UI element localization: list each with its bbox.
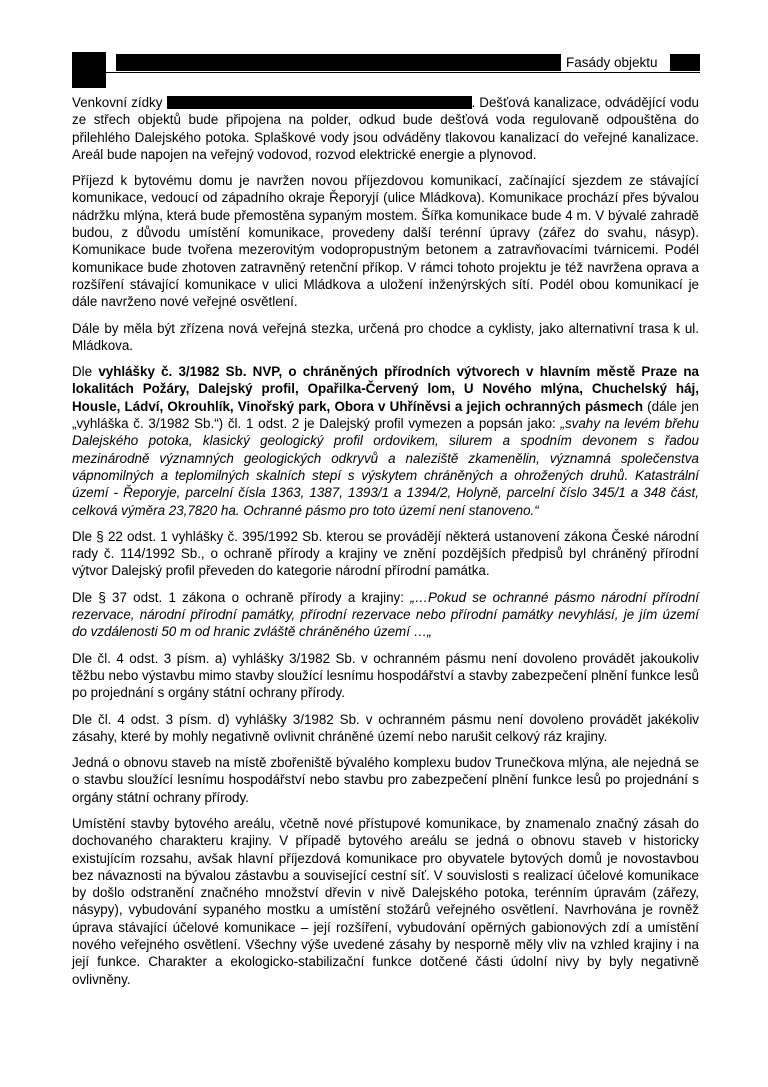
decree-text: (dále jen „vyhláška č. 3/1982 Sb.“) čl. 1 odst. 2 je Dalejský profil vymezen a popsán jako:	[72, 398, 699, 432]
paragraph-section-37	[72, 589, 699, 641]
paragraph-decree-1982	[72, 363, 699, 519]
paragraph-article-4a: Dle čl. 4 odst. 3 písm. a) vyhlášky 3/1982 Sb. v ochranném pásmu není dovoleno provádět jakoukoliv těžbu nebo výstavbu mimo stavby sloužící lesnímu hospodářství a stavby zabezpečení plnění funkce lesů po projednání s orgány státní ochrany přírody.	[72, 650, 699, 701]
paragraph-landscape-impact: Umístění stavby bytového areálu, včetně nové přístupové komunikace, by znamenalo značný zásah do dochovaného charakteru krajiny. V případě bytového areálu se jedná o obnovu staveb v historicky existujícím rozsahu, avšak hlavní příjezdová komunikace pro obyvatele bytových domů je novostavbou bez návaznosti na bývalou zástavbu a související cestní síť. V souvislosti s realizací účelové komunikace by došlo odstranění značného množství dřevin v nivě Dalejského potoka, terénním úpravám (zářezy, násypy), vybudování sypaného mostku a umístění stožárů veřejného osvětlení. Navrhována je rovněž úprava stávající účelové komunikace – její rozšíření, vybudování opěrných gabionových zdí a umístění nového veřejného osvětlení. Všechny výše uvedené zásahy by nesporně měly vliv na vzhled krajiny i na její funkce. Charakter a ekologicko-stabilizační funkce dotčené části údolní nivy by byly negativně ovlivněny.	[72, 815, 699, 987]
paragraph-path: Dále by měla být zřízena nová veřejná stezka, určená pro chodce a cyklisty, jako alternativní trasa k ul. Mládkova.	[72, 320, 699, 353]
header-rule	[72, 72, 700, 73]
inline-redaction	[167, 96, 472, 109]
paragraph-access-road: Příjezd k bytovému domu je navržen novou příjezdovou komunikací, začínající sjezdem ze stávající komunikace, vedoucí od západního okraje Řeporyjí (ulice Mládkova). Komunikace prochází přes bývalou nádržku mlýna, která bude přemostěna sypaným mostem. Šířka komunikace bude 4 m. V bývalé zahradě budou, z důvodu umístění komunikace, provedeny další terénní úpravy (zářez do svahu, násyp). Komunikace bude tvořena mezerovitým vodopropustným betonem a zatravňovacími tvárnicemi. Podél komunikace bude zhotoven zatravněný retenční příkop. V rámci tohoto projektu je též navržena oprava a rozšíření stávající komunikace v ulici Mládkova a uložení inženýrských sítí. Podél obou komunikací je dále navrženo nové veřejné osvětlení.	[72, 173, 699, 310]
paragraph-decree-1992: Dle § 22 odst. 1 vyhlášky č. 395/1992 Sb. kterou se provádějí některá ustanovení zákona České národní rady č. 114/1992 Sb., o ochraně přírody a krajiny ve znění pozdějších předpisů byl chráněný přírodní výtvor Dalejský profil převeden do kategorie národní přírodní památka.	[72, 528, 699, 579]
paragraph-drainage-lead: Venkovní zídky	[72, 95, 163, 110]
document-body	[72, 94, 699, 997]
paragraph-drainage	[72, 94, 699, 163]
section-37-lead: Dle § 37 odst. 1 zákona o ochraně přírody a krajiny:	[72, 589, 411, 605]
header-logo-redaction	[72, 52, 106, 88]
decree-quote: „svahy na levém břehu Dalejského potoka, klasický geologický profil ordovikem, silurem a spodním devonem s řadou mezinárodně významných geologických odkryvů a naleziště zkamenělin, významná společenstva vápnomilných a teplomilných skalních stepí s výskytem chráněných a ohrožených druhů. Katastrální území - Řeporyje, parcelní čísla 1363, 1387, 1393/1 a 1394/2, Holyně, parcelní číslo 345/1 a 348 část, celková výměra 23,7820 ha. Ochranné pásmo pro toto území není stanoveno.“	[72, 416, 699, 518]
header-end-redaction	[670, 54, 700, 71]
section-37-quote: „…Pokud se ochranné pásmo národní přírodní rezervace, národní přírodní památky, přírodní rezervace nebo přírodní památky nevyhlásí, je jím území do vzdálenosti 50 m od hranic zvláště chráněného území …„	[72, 589, 699, 640]
header-redaction-bar	[116, 54, 561, 71]
paragraph-mill-renewal: Jedná o obnovu staveb na místě zbořeniště bývalého komplexu budov Trunečkova mlýna, ale nejedná se o stavbu sloužící lesnímu hospodářství nebo stavbu pro zabezpečení plnění funkce lesů po projednání s orgány státní ochrany přírody.	[72, 755, 699, 805]
header-title: Fasády objektu	[566, 55, 658, 70]
paragraph-article-4d: Dle čl. 4 odst. 3 písm. d) vyhlášky 3/1982 Sb. v ochranném pásmu není dovoleno provádět jakékoliv zásahy, které by mohly negativně ovlivnit chráněné území nebo narušit celkový ráz krajiny.	[72, 711, 699, 744]
paragraph-drainage-text: . Dešťová kanalizace, odvádějící vodu ze střech objektů bude připojena na polder, odkud bude dešťová voda regulovaně odpouštěna do přilehlého Dalejského potoka. Splaškové vody jsou odváděny tlakovou kanalizací do veřejné kanalizace. Areál bude napojen na veřejný vodovod, rozvod elektrické energie a plynovod.	[72, 95, 699, 162]
decree-lead: Dle	[72, 364, 99, 380]
decree-title: vyhlášky č. 3/1982 Sb. NVP, o chráněných přírodních výtvorech v hlavním městě Praze na lokalitách Požáry, Dalejský profil, Opařilka-Červený lom, U Nového mlýna, Chuchelský háj, Housle, Ládví, Okrouhlík, Vinořský park, Obora v Uhříněvsi a jejich ochranných pásmech	[72, 364, 699, 414]
